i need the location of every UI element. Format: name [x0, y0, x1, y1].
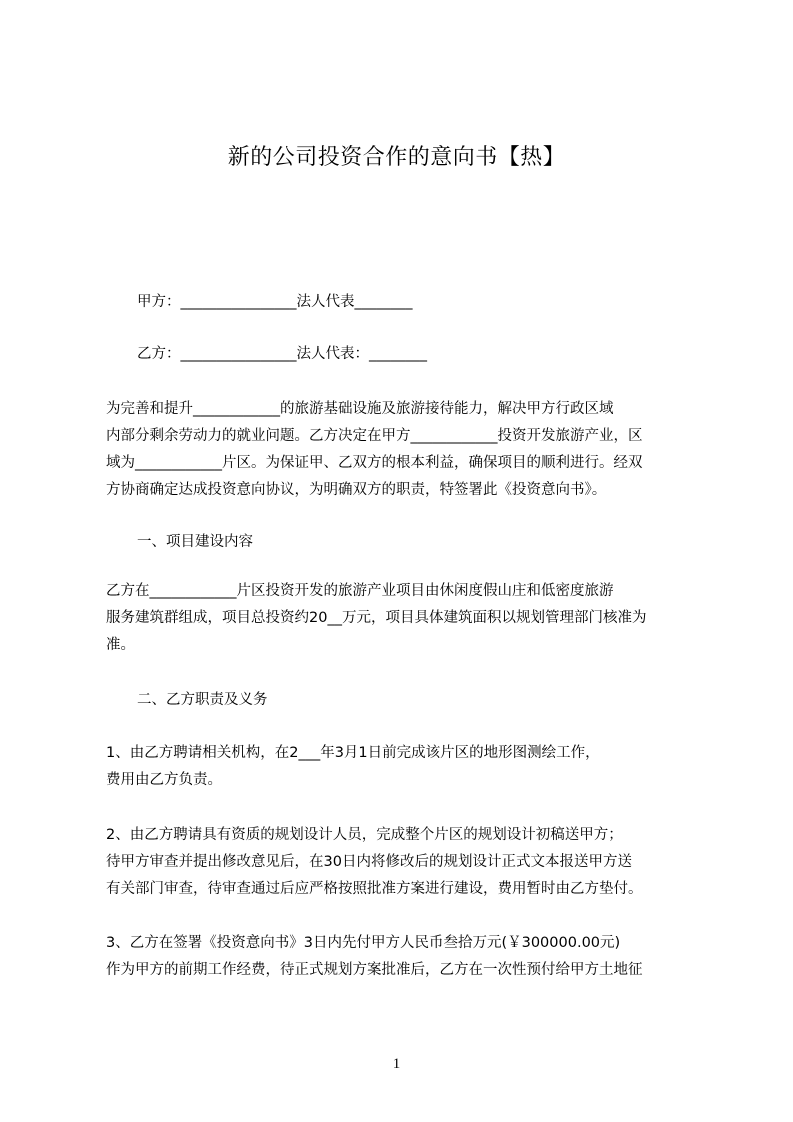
section-heading: 二、乙方职责及义务 [137, 692, 268, 708]
item1-paragraph [106, 740, 700, 794]
item2-line: 待甲方审查并提出修改意见后，在30日内将修改后的规划设计正式文本报送甲方送 [106, 854, 632, 870]
item1-line: 1、由乙方聘请相关机构，在2___年3月1日前完成该片区的地形图测绘工作， [106, 745, 600, 761]
section-heading: 一、项目建设内容 [137, 534, 253, 550]
intro-line: 为完善和提升____________的旅游基础设施及旅游接待能力，解决甲方行政区域 [106, 401, 614, 417]
intro-line: 内部分剩余劳动力的就业问题。乙方决定在甲方____________投资开发旅游产业，区 [106, 428, 643, 444]
item2-line: 2、由乙方聘请具有资质的规划设计人员，完成整个片区的规划设计初稿送甲方； [106, 827, 623, 843]
item3-paragraph [106, 930, 700, 984]
section1-line: 服务建筑群组成，项目总投资约20__万元，项目具体建筑面积以规划管理部门核准为 [106, 610, 647, 626]
party-a-line: 甲方：________________法人代表________ [137, 294, 413, 310]
intro-paragraph [106, 396, 700, 504]
item1-line: 费用由乙方负责。 [106, 772, 222, 788]
item3-line: 作为甲方的前期工作经费，待正式规划方案批准后，乙方在一次性预付给甲方土地征 [106, 962, 643, 978]
section1-paragraph [106, 578, 700, 659]
document-title: 新的公司投资合作的意向书【热】 [227, 145, 566, 170]
item2-paragraph [106, 822, 700, 903]
item2-line: 有关部门审查，待审查通过后应严格按照批准方案进行建设，费用暂时由乙方垫付。 [106, 881, 643, 897]
section1-line: 准。 [106, 637, 135, 653]
intro-line: 域为____________片区。为保证甲、乙双方的根本利益，确保项目的顺利进行。经双 [106, 455, 643, 471]
section1-line: 乙方在____________片区投资开发的旅游产业项目由休闲度假山庄和低密度旅游 [106, 583, 614, 599]
item3-line: 3、乙方在签署《投资意向书》3日内先付甲方人民币叁拾万元(￥300000.00元) [106, 935, 621, 951]
party-b-line: 乙方：________________法人代表：________ [137, 346, 427, 362]
page-number: 1 [392, 1056, 401, 1072]
intro-line: 方协商确定达成投资意向协议，为明确双方的职责，特签署此《投资意向书》。 [106, 482, 607, 498]
